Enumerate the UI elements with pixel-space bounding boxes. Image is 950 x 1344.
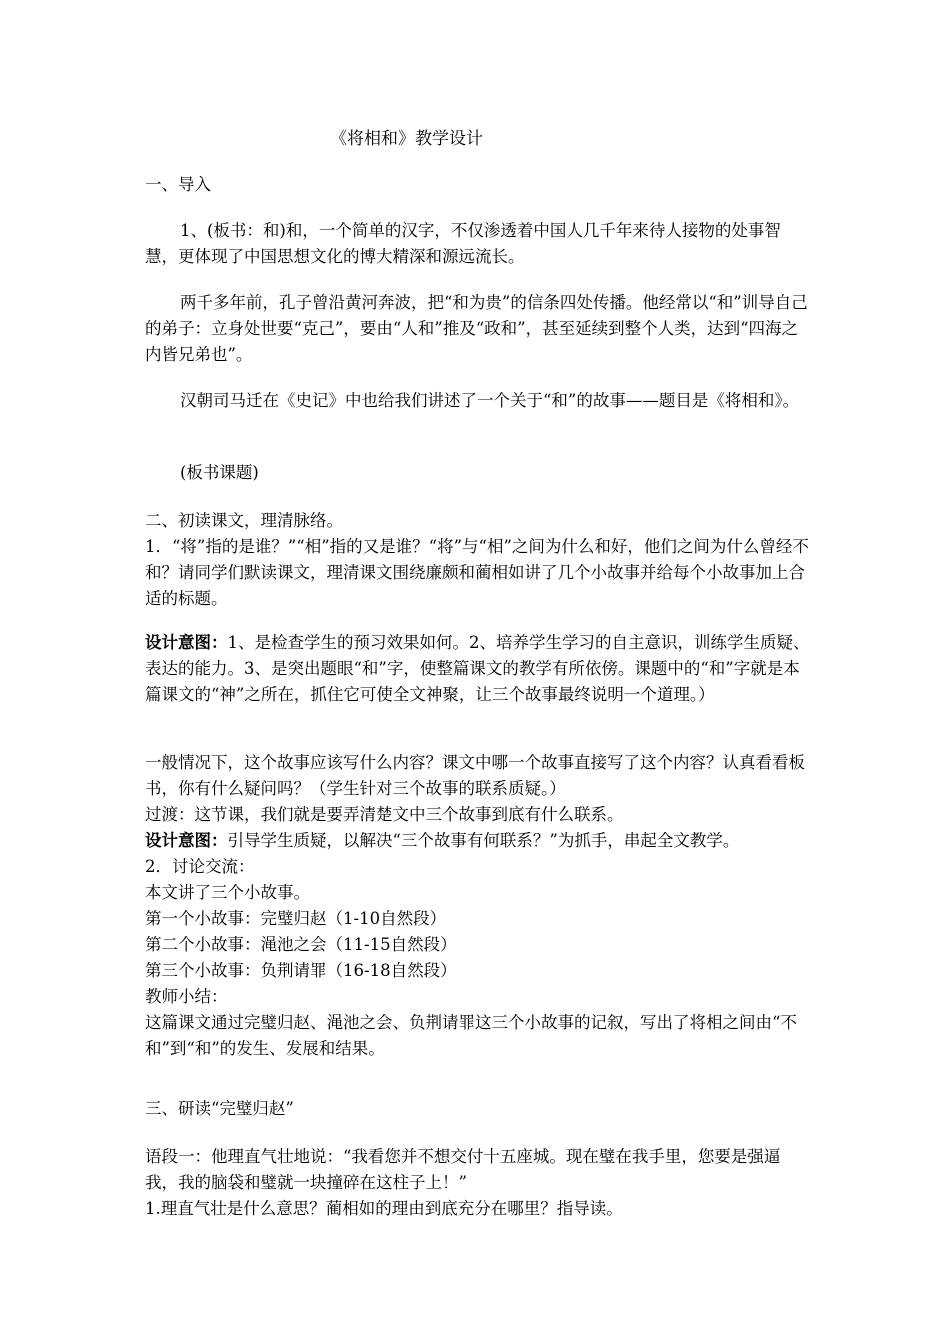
quote-passage-1: 语段一：他理直气壮地说：“我看您并不想交付十五座城。现在璧在我手里，您要是强逼我，我的脑袋和璧就一块撞碎在这柱子上！” <box>145 1147 781 1192</box>
summary-label: 教师小结： <box>145 987 228 1006</box>
story-2: 第二个小故事：渑池之会（11-15自然段） <box>145 935 457 954</box>
story-1: 第一个小故事：完璧归赵（1-10自然段） <box>145 909 447 928</box>
section-3-question-1: 1.理直气壮是什么意思？蔺相如的理由到底充分在哪里？指导读。 <box>145 1199 623 1218</box>
board-title-note: (板书课题) <box>180 463 259 482</box>
general-question: 一般情况下，这个故事应该写什么内容？课文中哪一个故事直接写了这个内容？认真看看板书，你有什么疑问吗？（学生针对三个故事的联系质疑。） <box>145 753 805 798</box>
summary-text: 这篇课文通过完璧归赵、渑池之会、负荆请罪这三个小故事的记叙，写出了将相之间由“不和”到“和”的发生、发展和结果。 <box>145 1013 797 1058</box>
stories-intro: 本文讲了三个小故事。 <box>145 883 310 902</box>
intro-paragraph-3 <box>145 388 810 414</box>
section-2-discussion <box>145 750 810 1062</box>
intro-paragraph-2-text: 两千多年前，孔子曾沿黄河奔波，把“和为贵”的信条四处传播。他经常以“和”训导自己的弟子：立身处世要“克己”，要由“人和”推及“政和”，甚至延续到整个人类，达到“四海之内皆兄弟也”。 <box>145 293 808 364</box>
design-intent-1-label: 设计意图： <box>145 633 228 652</box>
section-2 <box>145 508 810 612</box>
design-intent-2-label: 设计意图： <box>145 831 228 850</box>
design-intent-1-text: 1、是检查学生的预习效果如何。2、培养学生学习的自主意识，训练学生质疑、表达的能力。3、是突出题眼“和”字，使整篇课文的教学有所依傍。课题中的“和”字就是本篇课文的“神”之所在，抓住它可使全文神聚，让三个故事最终说明一个道理。） <box>145 633 810 704</box>
intro-paragraph-3-text: 汉朝司马迁在《史记》中也给我们讲述了一个关于“和”的故事——题目是《将相和》。 <box>180 391 800 410</box>
intro-paragraph-1-text: 1、(板书：和)和，一个简单的汉字，不仅渗透着中国人几千年来待人接物的处事智慧，更体现了中国思想文化的博大精深和源远流长。 <box>145 221 781 266</box>
story-3: 第三个小故事：负荆请罪（16-18自然段） <box>145 961 457 980</box>
section-heading-intro: 一、导入 <box>145 175 211 194</box>
question-1: 1．“将”指的是谁？”“相”指的又是谁？“将”与“相”之间为什么和好，他们之间为什么曾经不和？请同学们默读课文，理清课文围绕廉颇和蔺相如讲了几个小故事并给每个小故事加上合适的标题。 <box>145 537 809 608</box>
intro-paragraph-4 <box>145 460 810 486</box>
document-title: 《将相和》教学设计 <box>330 129 483 149</box>
section-heading-reading: 二、初读课文，理清脉络。 <box>145 511 343 530</box>
design-intent-1 <box>145 630 810 708</box>
discussion-heading: 2．讨论交流： <box>145 857 255 876</box>
intro-paragraph-2 <box>145 290 810 368</box>
transition-text: 过渡：这节课，我们就是要弄清楚文中三个故事到底有什么联系。 <box>145 805 624 824</box>
section-heading-study: 三、研读“完璧归赵” <box>145 1099 294 1118</box>
section-3 <box>145 1144 810 1222</box>
design-intent-2-text: 引导学生质疑，以解决“三个故事有何联系？”为抓手，串起全文教学。 <box>227 831 740 850</box>
intro-paragraph-1 <box>145 218 810 270</box>
